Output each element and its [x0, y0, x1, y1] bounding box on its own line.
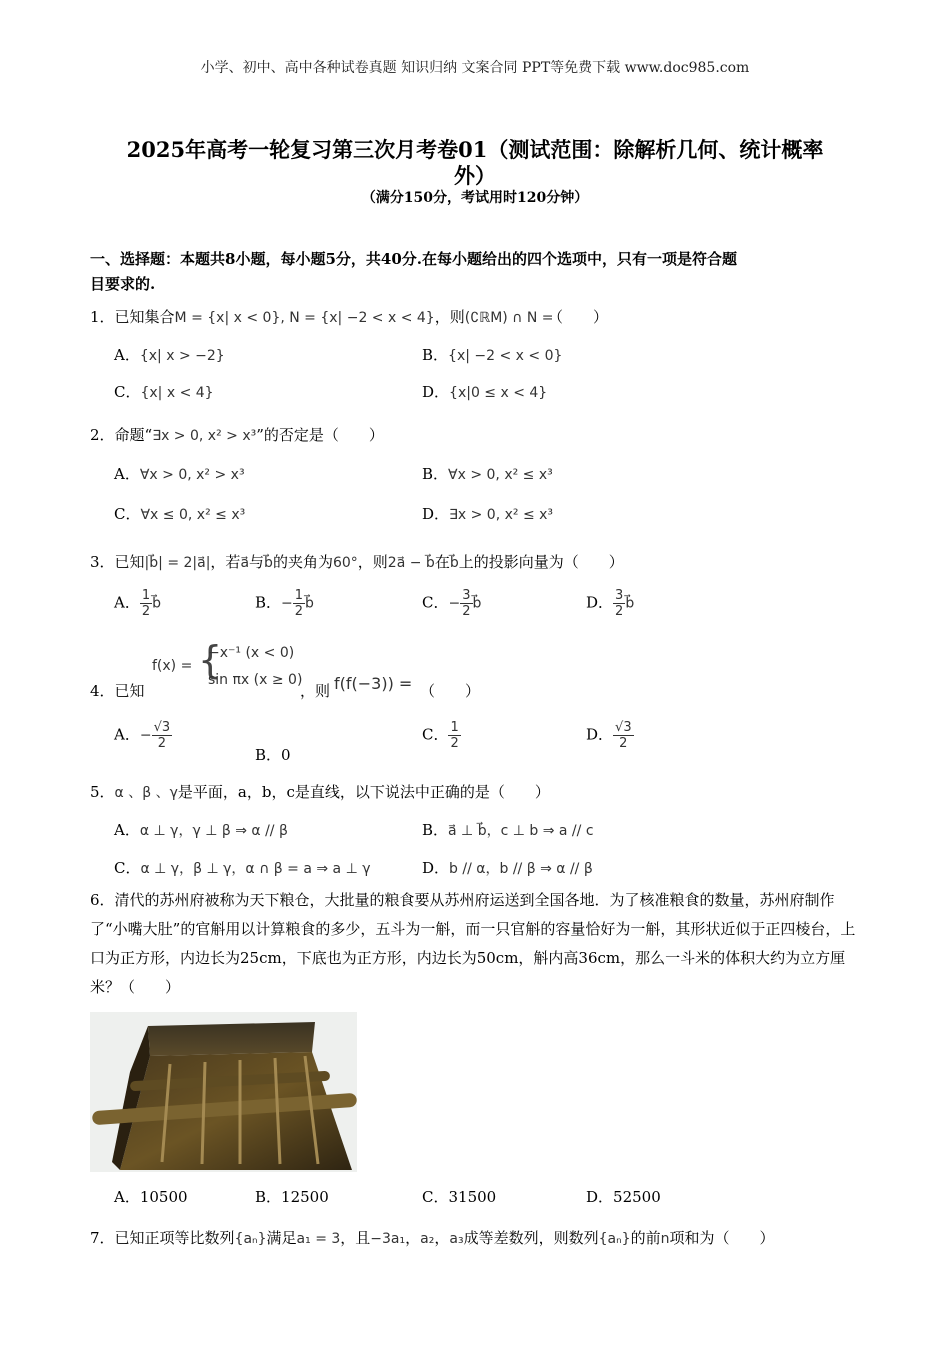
option-label: A． [114, 593, 140, 612]
option-label: A． [114, 725, 140, 744]
option-value: 0 [281, 746, 291, 764]
q7-text: 满足 [266, 1229, 297, 1247]
q6-option-d[interactable] [586, 1186, 661, 1207]
q7-math: n [660, 1231, 670, 1247]
q4-text: ，则 [300, 682, 331, 700]
q5-num: 5． [90, 783, 115, 801]
q7-text: 7．已知正项等比数列 [90, 1229, 235, 1247]
fraction [140, 588, 152, 619]
grain-measure-illustration [90, 1012, 357, 1172]
option-math: α ⊥ γ，γ ⊥ β ⇒ α // β [139, 823, 288, 839]
q4-answer-paren: （ ） [420, 682, 481, 700]
option-label: A． [114, 821, 140, 839]
option-math: {x| x < 4} [140, 385, 214, 401]
q3-math: b⃗ [264, 555, 273, 571]
q3-text: 3．已知 [90, 553, 145, 571]
q3-math: b⃗ [449, 555, 459, 571]
numerator: 3 [615, 588, 624, 603]
option-label: D． [422, 859, 450, 877]
option-value: 52500 [613, 1188, 661, 1206]
option-math: ∀x > 0, x² ≤ x³ [448, 467, 553, 483]
q3-option-d[interactable] [586, 588, 634, 619]
q7-text: ， [434, 1229, 450, 1247]
q4-option-b[interactable] [255, 744, 291, 765]
fraction [293, 588, 305, 619]
q4-function-name: f(x) = [152, 658, 193, 674]
option-vector: b⃗ [625, 595, 635, 612]
fraction [613, 588, 625, 619]
section-heading-cont: 目要求的. [90, 275, 156, 293]
q3-text: ，若 [210, 553, 241, 571]
option-label: B． [255, 593, 282, 612]
option-value: 31500 [448, 1188, 497, 1206]
question-1-stem [90, 306, 554, 327]
question-4-label: 4．已知 [90, 682, 145, 700]
option-math: b // α，b // β ⇒ α // β [449, 861, 593, 877]
q3-math: a⃗ [240, 555, 250, 571]
option-math: ∀x > 0, x² > x³ [139, 467, 245, 483]
option-sign: − [281, 595, 293, 612]
q7-math: a₂ [420, 1231, 435, 1247]
q2-math: ∃x > 0, x² > x³ [152, 428, 257, 444]
numerator: 3 [462, 588, 471, 603]
exam-subtitle: （满分150分，考试用时120分钟） [361, 190, 589, 206]
option-label: C． [422, 593, 449, 612]
option-label: C． [422, 725, 449, 744]
q5-option-d[interactable] [422, 857, 593, 878]
option-sign: − [139, 727, 152, 744]
option-label: C． [422, 1188, 449, 1206]
fraction [613, 720, 634, 751]
q3-text: 在 [434, 553, 450, 571]
q7-math: {aₙ} [234, 1231, 267, 1247]
brace-icon: { [198, 638, 223, 682]
option-label: D． [586, 593, 614, 612]
q1-text2: ，则 [434, 308, 465, 326]
numerator: 1 [294, 588, 304, 603]
option-math: a⃗ ⊥ b⃗，c ⊥ b ⇒ a // c [448, 823, 594, 839]
q5-text: 是平面，a，b，c是直线，以下说法中正确的是（ ） [177, 783, 550, 801]
option-label: B． [422, 465, 449, 483]
q2-option-d[interactable] [422, 503, 553, 524]
denominator: 2 [157, 736, 166, 751]
fraction [448, 720, 460, 751]
q7-text: ，且 [340, 1229, 371, 1247]
site-header: 小学、初中、高中各种试卷真题 知识归纳 文案合同 PPT等免费下载 www.doc985.com [200, 60, 750, 76]
option-label: D． [422, 505, 450, 523]
option-vector: b⃗ [305, 595, 314, 612]
q6-option-a[interactable] [114, 1186, 188, 1207]
q3-option-b[interactable] [255, 588, 314, 619]
q1-expr: (∁ℝM) ∩ N = [464, 310, 554, 326]
q7-math: a₁ = 3 [296, 1231, 341, 1247]
option-label: C． [114, 859, 141, 877]
q3-text: ，则 [357, 553, 388, 571]
denominator: 2 [141, 604, 151, 619]
numerator: 1 [141, 588, 151, 603]
option-label: B． [422, 821, 449, 839]
denominator: 2 [450, 736, 459, 751]
numerator: √3 [153, 720, 171, 735]
option-math: ∃x > 0, x² ≤ x³ [449, 507, 554, 523]
q6-option-b[interactable] [255, 1186, 329, 1207]
q2-option-c[interactable] [114, 503, 245, 524]
numerator: √3 [615, 720, 632, 735]
option-label: C． [114, 505, 141, 523]
q4-case-2: sin πx (x ≥ 0) [208, 672, 303, 688]
option-sign: − [448, 595, 461, 612]
q2-option-a[interactable] [114, 463, 245, 484]
option-math: ∀x ≤ 0, x² ≤ x³ [140, 507, 246, 523]
exam-title-line1: 2025年高考一轮复习第三次月考卷01（测试范围：除解析几何、统计概率 [126, 137, 824, 162]
q7-text: 的前 [630, 1229, 661, 1247]
option-label: B． [255, 746, 282, 764]
exam-title-line2: 外） [454, 163, 496, 188]
section-heading: 一、选择题：本题共8小题，每小题5分，共40分.在每小题给出的四个选项中，只有一项是符合题 [90, 250, 737, 268]
fraction [152, 720, 173, 751]
option-label: D． [586, 725, 614, 744]
q3-option-c[interactable] [422, 588, 481, 619]
question-2-stem [90, 424, 384, 445]
q3-math: 2a⃗ − b⃗ [387, 555, 435, 571]
q5-option-b[interactable] [422, 819, 594, 840]
option-math: {x| x > −2} [139, 348, 225, 364]
option-label: B． [422, 346, 449, 364]
q1-text: 1．已知集合 [90, 308, 175, 326]
numerator: 1 [450, 720, 459, 735]
option-label: D． [422, 383, 450, 401]
q4-option-d[interactable] [586, 720, 634, 751]
question-6-stem: 6．清代的苏州府被称为天下粮仓，大批量的粮食要从苏州府运送到全国各地．为了核准粮食的数量，苏州府制作了“小嘴大肚”的官斛用以计算粮食的多少，五斗为一斛，而一只官斛的容量恰好为一斛，其形状近似于正四棱台，上口为正方形，内边长为25cm，下底也为正方形，内边长为50cm，斛内高36cm，那么一斗米的体积大约为立方厘米？（ ） [90, 891, 856, 996]
q3-text: 与 [249, 553, 265, 571]
q7-text: 成等差数列，则数列 [463, 1229, 599, 1247]
grain-measure-image [90, 1012, 357, 1172]
q3-text: 上的投影向量为（ ） [458, 553, 624, 571]
option-label: A． [114, 465, 140, 483]
denominator: 2 [619, 736, 628, 751]
q1-option-d[interactable] [422, 381, 547, 402]
q4-case-1: −x⁻¹ (x < 0) [208, 645, 295, 661]
option-label: C． [114, 383, 141, 401]
denominator: 2 [615, 604, 624, 619]
option-math: α ⊥ γ，β ⊥ γ，α ∩ β = a ⇒ a ⊥ γ [140, 861, 371, 877]
q6-option-c[interactable] [422, 1186, 496, 1207]
option-label: A． [114, 1188, 140, 1206]
q3-text: 的夹角为 [272, 553, 333, 571]
q5-option-c[interactable] [114, 857, 371, 878]
denominator: 2 [294, 604, 304, 619]
option-label: A． [114, 346, 140, 364]
q7-math: −3a₁ [370, 1231, 406, 1247]
q2-text: 2．命题“ [90, 426, 153, 444]
fraction [460, 588, 472, 619]
denominator: 2 [462, 604, 471, 619]
q4-expr: f(f(−3)) = [334, 674, 413, 693]
q7-math: a₃ [449, 1231, 464, 1247]
option-vector: b⃗ [472, 595, 482, 612]
option-label: D． [586, 1188, 614, 1206]
q3-math: |b⃗| = 2|a⃗| [144, 555, 211, 571]
q1-option-c[interactable] [114, 381, 214, 402]
q5-option-a[interactable] [114, 819, 288, 840]
q1-sets: M = {x| x < 0}, N = {x| −2 < x < 4} [174, 310, 435, 326]
option-label: B． [255, 1188, 282, 1206]
q4-option-c[interactable] [422, 720, 461, 751]
q3-option-a[interactable] [114, 588, 161, 619]
q1-option-b[interactable] [422, 344, 562, 365]
option-math: {x|0 ≤ x < 4} [449, 385, 548, 401]
q2-text2: ”的否定是（ ） [256, 426, 384, 444]
q3-math: 60° [332, 555, 358, 571]
option-vector: b⃗ [152, 595, 162, 612]
option-value: 12500 [281, 1188, 329, 1206]
q7-text: ， [405, 1229, 421, 1247]
q2-option-b[interactable] [422, 463, 553, 484]
q7-text: 项和为（ ） [669, 1229, 775, 1247]
option-math: {x| −2 < x < 0} [448, 348, 563, 364]
q1-option-a[interactable] [114, 344, 225, 365]
question-3-stem [90, 551, 624, 572]
option-value: 10500 [139, 1188, 188, 1206]
question-5-stem [90, 781, 550, 802]
question-7-stem [90, 1227, 774, 1248]
q4-option-a[interactable] [114, 720, 172, 751]
q1-answer-paren: （ ） [548, 308, 609, 326]
q7-math: {aₙ} [598, 1231, 631, 1247]
q5-greek: α 、β 、γ [114, 785, 178, 801]
